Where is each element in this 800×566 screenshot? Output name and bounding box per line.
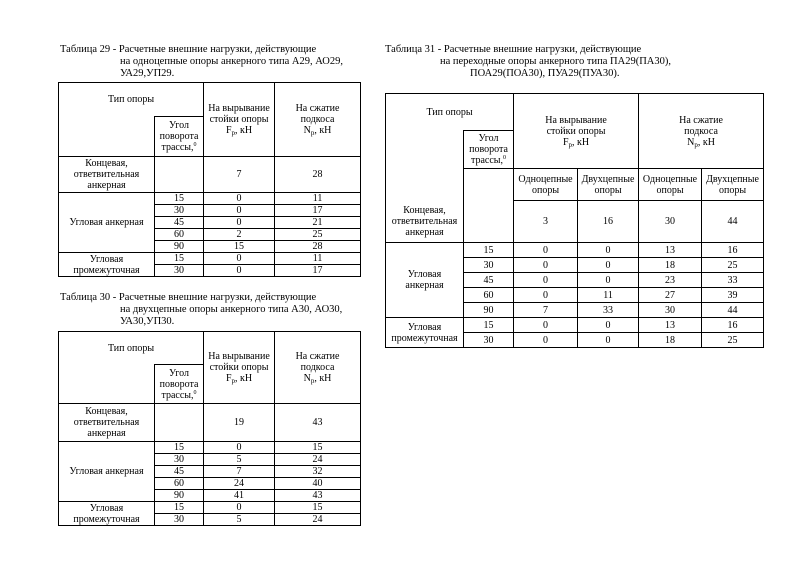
- row-label-angle: Угловая анкерная: [59, 442, 155, 502]
- table-30: [58, 331, 361, 526]
- row-label-angle: Угловая анкерная: [59, 193, 155, 253]
- col-header-np: На сжатие подкоса $N_р$, кН: [275, 332, 361, 404]
- table-row: 30 5 24: [59, 514, 361, 526]
- table-row: Концевая, ответвительная анкерная 19 43: [59, 404, 361, 442]
- col-header-double-fp: Двухцепные опоры: [578, 169, 639, 201]
- table-row: Угловая промежуточная 15 0 11: [59, 253, 361, 265]
- table-row: 60 2 25: [59, 229, 361, 241]
- table-row: 30 0 17: [59, 265, 361, 277]
- table-30-caption: Таблица 30 - Расчетные внешние нагрузки, действующие на двухцепные опоры анкерного типа А30, АО30, УА30,УП30.: [60, 292, 343, 327]
- table-row: Угловая анкерная 15 0 11: [59, 193, 361, 205]
- table-row: 30 0 0 18 25: [386, 258, 764, 273]
- row-label-angle: Угловая анкерная: [386, 243, 464, 318]
- col-header-fp: На вырывание стойки опоры $F_р$, кН: [204, 332, 275, 404]
- col-header-fp: На вырывание стойки опоры $F_р$, кН: [514, 94, 639, 169]
- row-label-intermediate: Угловая промежуточная: [59, 502, 155, 526]
- table-row: Угловая промежуточная 15 0 15: [59, 502, 361, 514]
- table-31-caption: Таблица 31 - Расчетные внешние нагрузки, действующие на переходные опоры анкерного типа ПА29(ПА30), ПОА29(ПОА30), ПУА29(ПУА30).: [385, 44, 671, 79]
- col-header-angle: Угол поворота трассы,$^0$: [464, 131, 514, 169]
- table-row: 45 0 21: [59, 217, 361, 229]
- table-row: 30 5 24: [59, 454, 361, 466]
- table-row: Угловая промежуточная 15 0 0 13 16: [386, 318, 764, 333]
- table-row: 90 7 33 30 44: [386, 303, 764, 318]
- row-label-end: Концевая, ответвительная анкерная: [59, 404, 155, 442]
- col-header-single-fp: Одноцепные опоры: [514, 169, 578, 201]
- table-row: 30 0 17: [59, 205, 361, 217]
- col-header-angle: Угол поворота трассы,$^0$: [155, 117, 204, 157]
- row-label-end: Концевая, ответвительная анкерная: [59, 157, 155, 193]
- table-row: 90 15 28: [59, 241, 361, 253]
- col-header-single-np: Одноцепные опоры: [639, 169, 702, 201]
- col-header-angle: Угол поворота трассы,$^0$: [155, 365, 204, 404]
- table-31: [385, 93, 764, 348]
- table-29: [58, 82, 361, 277]
- col-header-np: На сжатие подкоса $N_р$, кН: [639, 94, 764, 169]
- table-row: 60 0 11 27 39: [386, 288, 764, 303]
- row-label-intermediate: Угловая промежуточная: [386, 318, 464, 348]
- col-header-type: Тип опоры: [386, 94, 514, 131]
- table-29-caption: Таблица 29 - Расчетные внешние нагрузки, действующие на одноцепные опоры анкерного типа А29, АО29, УА29,УП29.: [60, 44, 344, 79]
- table-row: Угловая анкерная 15 0 0 13 16: [386, 243, 764, 258]
- row-label-end: Концевая, ответвительная анкерная: [386, 201, 464, 243]
- table-row: Угловая анкерная 15 0 15: [59, 442, 361, 454]
- col-header-fp: На вырывание стойки опоры $F_р$, кН: [204, 83, 275, 157]
- col-header-type: Тип опоры: [59, 83, 204, 117]
- table-row: 60 24 40: [59, 478, 361, 490]
- table-row: 45 7 32: [59, 466, 361, 478]
- table-row: 45 0 0 23 33: [386, 273, 764, 288]
- col-header-type: Тип опоры: [59, 332, 204, 365]
- table-row: Концевая, ответвительная анкерная 7 28: [59, 157, 361, 193]
- col-header-double-np: Двухцепные опоры: [702, 169, 764, 201]
- table-row: 30 0 0 18 25: [386, 333, 764, 348]
- col-header-np: На сжатие подкоса $N_р$, кН: [275, 83, 361, 157]
- table-row: 90 41 43: [59, 490, 361, 502]
- row-label-intermediate: Угловая промежуточная: [59, 253, 155, 277]
- table-row: Концевая, ответвительная анкерная 3 16 30 44: [386, 201, 764, 243]
